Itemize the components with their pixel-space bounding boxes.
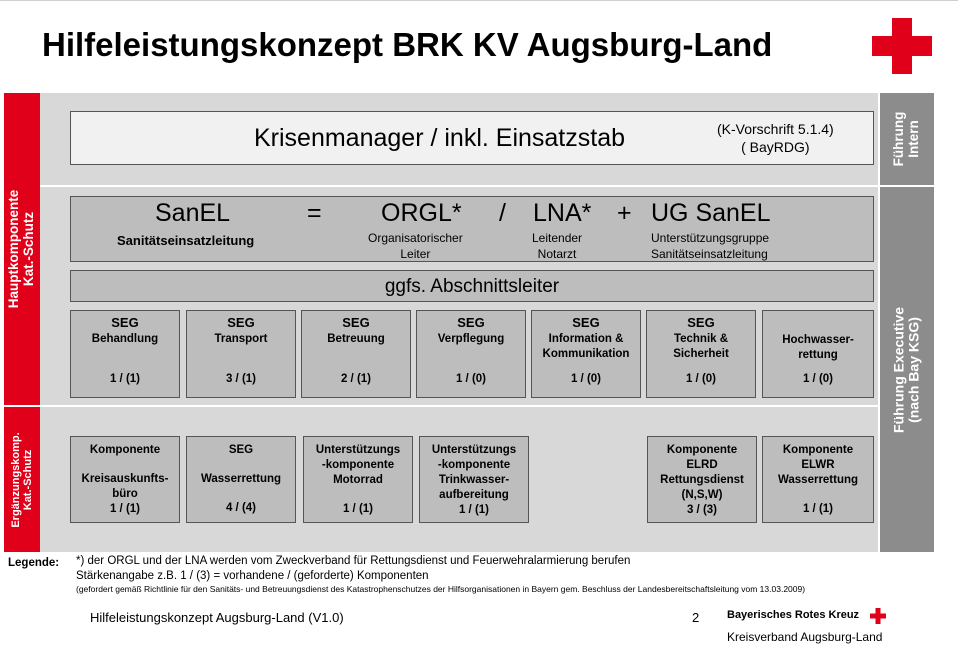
legend-line-2: Stärkenangabe z.B. 1 / (3) = vorhandene / (geforderte) Komponenten: [76, 570, 429, 582]
footer-red-cross-icon: [870, 608, 886, 624]
component-line: -komponente: [321, 458, 395, 471]
seg-name: Information &: [548, 332, 624, 345]
component-line: SEG: [228, 444, 254, 456]
plus-sign: +: [617, 199, 632, 227]
seg-name: Verpflegung: [437, 332, 505, 345]
seg-head: SEG: [342, 315, 370, 330]
component-line: Kreisauskunfts-: [81, 472, 169, 485]
component-line: Unterstützungs: [431, 444, 517, 456]
orgl-description: Organisatorischer Leiter: [368, 231, 463, 261]
component-count: 1 / (1): [342, 502, 374, 515]
seg-head: SEG: [572, 315, 600, 330]
seg-information-kommunikation: [531, 310, 641, 398]
legend-label: Legende:: [8, 557, 60, 569]
component-line: (N,S,W): [681, 488, 723, 501]
red-cross-logo: [872, 18, 932, 74]
legend-line-3: (gefordert gemäß Richtlinie für den Sanitäts- und Betreuungsdienst des Katastrophenschutzes der Hilfsorganisationen in Bayern gem. Beschluss der Landesbereitschaftsleitung vom 13.03.2009): [76, 584, 806, 594]
component-line: Unterstützungs: [315, 444, 401, 456]
orgl-label: ORGL*: [381, 199, 462, 227]
komponente-kreisauskunftsbuero: [70, 436, 180, 523]
sanel-box: [70, 196, 874, 262]
seg-head: SEG: [227, 315, 255, 330]
unterstuetzung-motorrad: [303, 436, 413, 523]
seg-wasserrettung: [186, 436, 296, 523]
seg-count: 2 / (1): [340, 373, 372, 386]
sanel-description: Sanitätseinsatzleitung: [117, 233, 255, 248]
krisenmanager-label: Krisenmanager / inkl. Einsatzstab: [254, 124, 626, 152]
component-line: -komponente: [437, 458, 511, 471]
seg-name: Technik &: [673, 332, 729, 345]
equals-sign: =: [307, 199, 322, 227]
seg-head: SEG: [111, 315, 139, 330]
component-line: Komponente: [666, 444, 738, 456]
seg-betreuung: [301, 310, 411, 398]
seg-verpflegung: [416, 310, 526, 398]
component-line: büro: [112, 487, 138, 500]
seg-name: Hochwasser-: [782, 334, 854, 346]
component-line: aufbereitung: [439, 488, 509, 501]
component-line: Wasserrettung: [777, 473, 859, 486]
komponente-elwr: [762, 436, 874, 523]
footer-document-title: Hilfeleistungskonzept Augsburg-Land (V1.0): [90, 610, 344, 625]
component-line: ELWR: [801, 458, 835, 471]
component-line: Motorrad: [333, 473, 383, 486]
seg-name: Betreuung: [327, 332, 385, 345]
component-count: 1 / (1): [458, 503, 490, 516]
component-count: 4 / (4): [225, 501, 257, 514]
seg-name: Behandlung: [91, 332, 159, 345]
lna-label: LNA*: [533, 199, 592, 227]
footer-kreisverband: Kreisverband Augsburg-Land: [727, 630, 883, 644]
seg-name-2: rettung: [798, 348, 838, 361]
seg-behandlung: [70, 310, 180, 398]
seg-count: 1 / (0): [802, 373, 834, 386]
krisenmanager-box: [70, 111, 874, 165]
seg-hochwasserrettung: [762, 310, 874, 398]
component-line: Komponente: [89, 444, 161, 456]
label-hauptkomponente: Hauptkomponente Kat.-Schutz: [4, 93, 40, 405]
label-fuehrung-intern: Führung Intern: [880, 93, 934, 185]
seg-transport: [186, 310, 296, 398]
seg-count: 1 / (0): [685, 373, 717, 386]
seg-count: 1 / (0): [570, 373, 602, 386]
seg-name-2: Sicherheit: [673, 347, 729, 360]
label-fuehrung-executive: Führung Executive (nach Bay KSG): [880, 187, 934, 552]
seg-name: Transport: [214, 332, 268, 345]
seg-name-2: Kommunikation: [542, 347, 630, 360]
abschnittsleiter-box: [70, 270, 874, 302]
sanel-label: SanEL: [155, 199, 231, 227]
component-count: 1 / (1): [109, 502, 141, 515]
component-count: 1 / (1): [802, 502, 834, 515]
ug-sanel-label: UG SanEL: [651, 199, 771, 227]
label-ergaenzung: Ergänzungskomp. Kat.-Schutz: [4, 407, 40, 552]
top-border: [0, 0, 958, 1]
footer-organisation: Bayerisches Rotes Kreuz: [727, 609, 860, 621]
seg-head: SEG: [687, 315, 715, 330]
unterstuetzung-trinkwasser: [419, 436, 529, 523]
seg-head: SEG: [457, 315, 485, 330]
seg-count: 1 / (1): [109, 373, 141, 386]
slash-sign: /: [499, 199, 506, 227]
component-count: 3 / (3): [686, 503, 718, 516]
component-line: Rettungsdienst: [660, 473, 744, 486]
krisenmanager-reference: (K-Vorschrift 5.1.4) ( BayRDG): [717, 121, 834, 156]
seg-technik-sicherheit: [646, 310, 756, 398]
ug-sanel-description: Unterstützungsgruppe Sanitätseinsatzleitung: [651, 231, 770, 261]
komponente-elrd: [647, 436, 757, 523]
page-title: Hilfeleistungskonzept BRK KV Augsburg-Land: [42, 26, 773, 63]
legend-line-1: *) der ORGL und der LNA werden vom Zweckverband für Rettungsdienst und Feuerwehralarmierung berufen: [76, 555, 631, 567]
component-line: Trinkwasser-: [438, 473, 510, 486]
seg-count: 3 / (1): [225, 373, 257, 386]
abschnittsleiter-label: ggfs. Abschnittsleiter: [384, 276, 560, 297]
lna-description: Leitender Notarzt: [532, 231, 583, 261]
component-line: ELRD: [686, 458, 718, 471]
component-line: Komponente: [782, 444, 854, 456]
component-line: Wasserrettung: [200, 472, 282, 485]
footer-page-number: 2: [692, 610, 700, 625]
seg-count: 1 / (0): [455, 373, 487, 386]
